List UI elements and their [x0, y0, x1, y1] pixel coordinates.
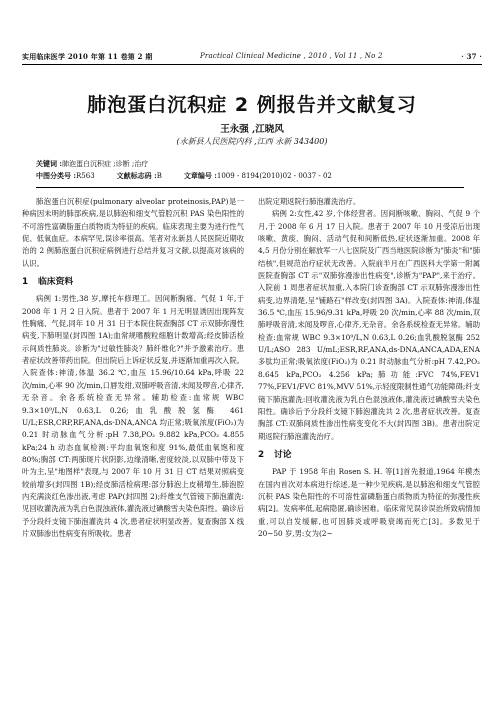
discussion-paragraph: PAP 于 1958 年由 Rosen S. H. 等[1]首先报道,1964 年模杰在国内首次对本病进行综述,是一种少见疾病,是以肺泡和细支气管腔沉积 PAS 染色阳性的不可溶性富磷脂蛋白质物质为特征的弥漫性疾病[2]。发病率低,起病隐匿,确诊困难。临床常见误诊误治所致病情加重,可以自发缓解,也可因肺炎或呼吸衰竭而死亡[3]。多数见于 20~50 岁,男:女为(2~ — [258, 467, 480, 538]
clc-value: R563 — [76, 172, 95, 180]
keywords-value: 肺泡蛋白沉积症 ;诊断 ;治疗 — [62, 160, 149, 168]
left-column — [22, 196, 244, 540]
article-meta — [36, 158, 464, 182]
journal-name: 实用临床医学 2010 年第 11 卷第 2 期 — [22, 52, 153, 61]
section-heading-discussion — [258, 449, 480, 461]
section-number: 1 — [22, 277, 29, 288]
journal-name-en: Practical Clinical Medicine , 2010 , Vol 11 , No 2 — [200, 52, 383, 60]
keywords-row — [36, 158, 464, 170]
meta-divider — [36, 187, 464, 188]
intro-paragraph: 肺泡蛋白沉积症(pulmonary alveolar proteinosis,PAP)是一种病因未明的肺部疾病,是以肺泡和细支气管腔沉积 PAS 染色阳性的不可溶性富磷脂蛋白质物质为特征的疾病。临床表现主要为进行性气促、低氧血症。本病罕见,误诊率很高。笔者对永新县人民医院近期收治的 2 例肺泡蛋白沉积症病例进行总结并复习文献,以提高对该病的认识。 — [22, 197, 244, 268]
clc-label: 中图分类号 : — [36, 171, 77, 180]
article-title: 肺泡蛋白沉积症 2 例报告并文献复习 — [87, 94, 417, 116]
section-heading-clinical — [22, 276, 244, 288]
case1-continued: 出院定期返院行肺泡灌洗治疗。 — [258, 197, 361, 206]
doc-code-label: 文献标志码 : — [116, 171, 157, 180]
classification-row — [36, 170, 464, 182]
case2-paragraph: 病例 2:女性,42 岁,个体经营者。因间断咳嗽、胸闷、气促 9 个月,于 2008 年 6 月 17 日入院。患者于 2007 年 10 月受凉后出现咳嗽、黄痰、胸闷、活动气促和间断低热,症状逐渐加重。2008 年 4,5 月份分别在解放军一八七医院及广西当地医院诊断为"肺炎"和"肺结核",但规范治疗症状无改善。入院前半月在广西医科大学第一附属医院查胸部 CT 示"双肺弥漫渗出性病变",诊断为"PAP",来于治疗。入院前 1 周患者症状加重,入本院门诊查胸部 CT 示双肺弥漫渗出性病变,边界清楚,呈"铺路石"样改变(封四图 3A)。入院查体:神清,体温 36.5 ℃,血压 15.96/9.31 kPa,呼吸 20 次/min,心率 88 次/min,双肺呼吸音清,未闻及啰音,心律齐,无杂音。余各系统检查无异常。辅助检查:血常规 WBC 9.3×10⁹/L,N 0.63,L 0.26;血乳酸脱氢酶 252 U/L;ASO 283 U/mL;ESR,RF,ANA,ds-DNA,ANCA,ADA,ENA 多肽均正常;吸氧浓度(FiO₂)为 0.21 时动脉血气分析:pH 7.42,PO₂ 8.645 kPa,PCO₂ 4.256 kPa;肺功能:FVC 74%,FEV1 77%,FEV1/FVC 81%,MVV 51%,示轻度限制性通气功能障碍;纤支镜下肺泡灌洗:回收灌洗液为乳白色混浊液体,灌洗液过碘酸雪夫染色阳性。确诊后予分段纤支镜下肺泡灌洗共 2 次,患者症状改善。复查胸部 CT:双肺间质性渗出性病变变化不大(封四图 3B)。患者出院定期返院行肺泡灌洗治疗。 — [258, 209, 480, 441]
case1-paragraph: 病例 1:男性,38 岁,摩托车修理工。因间断胸痛、气促 1 年,于 2008 年 1 月 2 日入院。患者于 2007 年 1 月无明显诱因出现阵发性胸痛、气促,同年 10 月 31 日于本院住院查胸部 CT 示双肺弥漫性病变,下肺明显(封四图 1A);血常规嗜酸粒细胞计数增高;经皮肺活检示间质性肺炎。诊断为"过敏性肺炎？肺纤维化?"并予激素治疗。患者症状改善带药出院。但出院后上诉症状反复,并逐渐加重再次入院。入院查体:神清,体温 36.2 ℃,血压 15.96/10.64 kPa,呼吸 22 次/min,心率 90 次/min,口唇发绀,双肺呼吸音清,未闻及啰音,心律齐,无杂音。余各系统检查无异常。辅助检查:血常规 WBC 9.3×10⁹/L,N 0.63,L 0.26;血乳酸脱氢酶 461 U/L;ESR,CRP,RF,ANA,ds-DNA,ANCA 均正常;吸氧浓度(FiO₂)为 0.21 时动脉血气分析:pH 7.38,PO₂ 9.882 kPa,PCO₂ 4.855 kPa;24 h 动态血氧检测:平均血氧饱和度 91%,最低血氧饱和度 80%;胸部 CT:两肺斑片状阴影,边缘清晰,密度较淡,以双肺中带及下叶为主,呈"地图样"表现,与 2007 年 10 月 31 日 CT 结果对照病变较前增多(封四图 1B);经皮肺活检病理:部分肺泡上皮稍增生,肺泡腔内充满淡红色渗出液,考虑 PAP(封四图 2);纤维支气管镜下肺泡灌洗:见回收灌洗液为乳白色混浊液体,灌洗液过碘酸雪夫染色阳性。确诊后予分段纤支镜下肺泡灌洗共 4 次,患者症状明显改善。复查胸部 X 线片双肺渗出性病变有所吸收。患者 — [22, 294, 244, 538]
section-title: 讨论 — [274, 449, 292, 460]
article-affiliation: (永新县人民医院内科 ,江西 永新 343400) — [176, 137, 328, 146]
keywords-label: 关键词 : — [36, 159, 63, 168]
page-number: · 37 · — [461, 52, 482, 61]
section-title: 临床资料 — [38, 277, 74, 288]
article-authors: 王永强 ,江晓风 — [220, 124, 284, 135]
article-no-value: 1009 - 8194(2010)02 - 0037 - 02 — [216, 172, 332, 180]
section-number: 2 — [258, 449, 265, 460]
doc-code-value: B — [156, 172, 162, 180]
article-no-label: 文章编号 : — [183, 171, 217, 180]
running-head — [22, 50, 482, 65]
right-column — [258, 196, 480, 540]
